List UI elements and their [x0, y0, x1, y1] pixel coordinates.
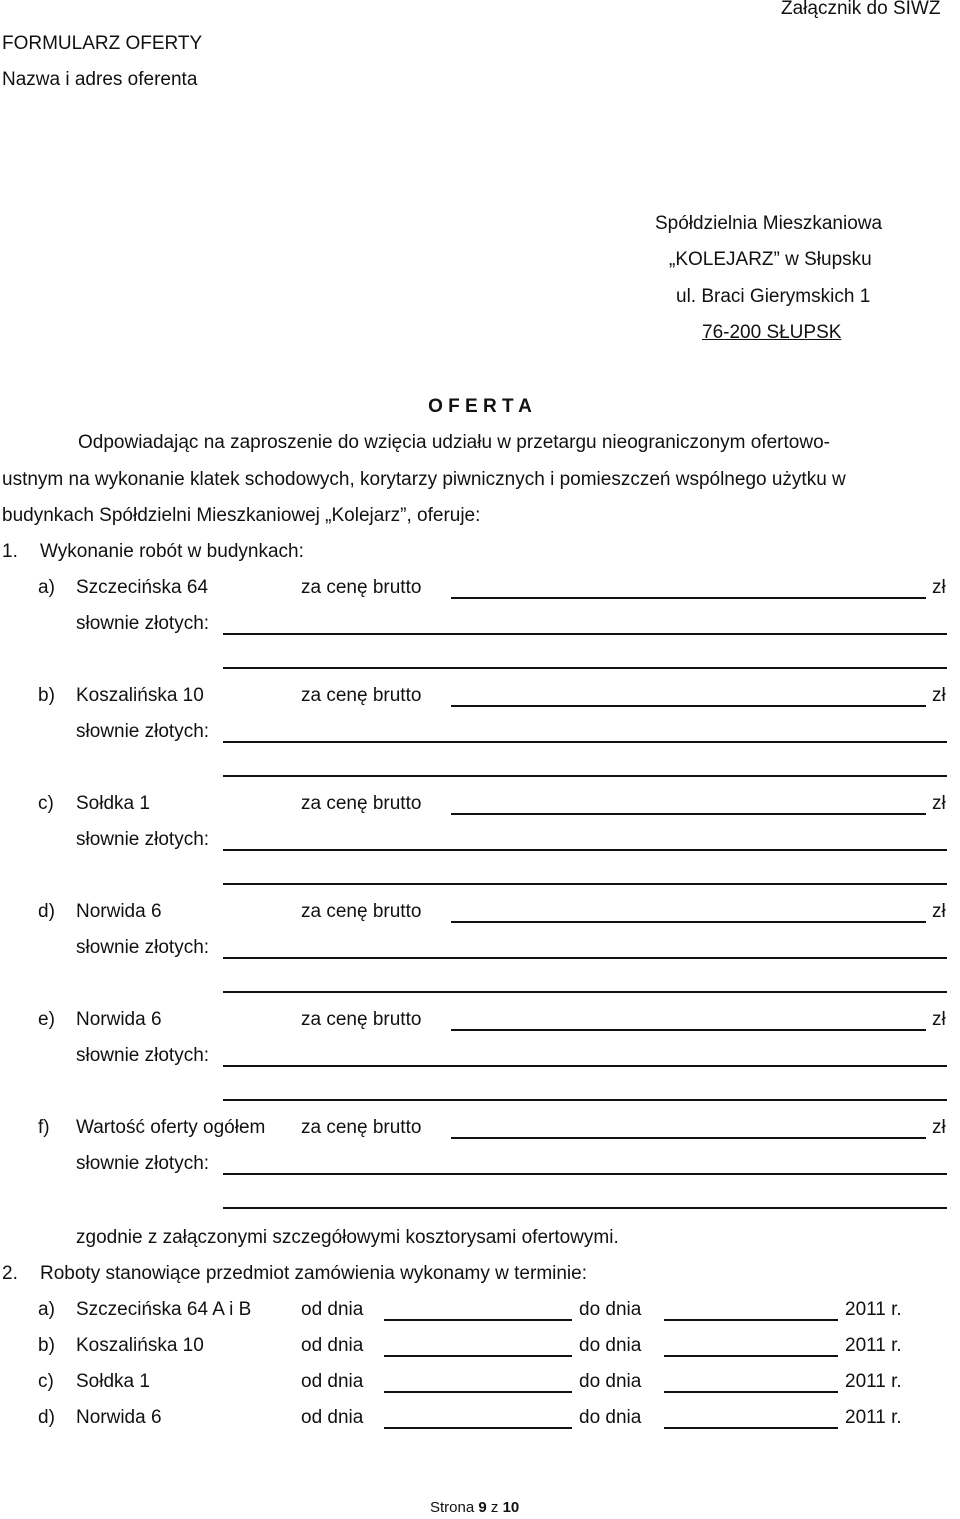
item-words-label: słownie złotych:	[76, 829, 210, 850]
schedule-from-label: od dnia	[301, 1407, 364, 1428]
schedule-year: 2011 r.	[845, 1335, 902, 1356]
to-date-input-line[interactable]	[664, 1427, 838, 1429]
section-2-number: 2.	[2, 1263, 18, 1284]
recipient-line-1: Spółdzielnia Mieszkaniowa	[655, 213, 883, 234]
item-currency: zł	[932, 685, 946, 706]
from-date-input-line[interactable]	[384, 1391, 572, 1393]
schedule-letter: b)	[38, 1335, 55, 1356]
to-date-input-line[interactable]	[664, 1391, 838, 1393]
item-words-label: słownie złotych:	[76, 1045, 210, 1066]
words-input-line[interactable]	[223, 849, 947, 851]
words-input-line-2[interactable]	[223, 883, 947, 885]
schedule-to-label: do dnia	[579, 1299, 642, 1320]
item-letter: e)	[38, 1009, 55, 1030]
words-input-line-2[interactable]	[223, 1207, 947, 1209]
to-date-input-line[interactable]	[664, 1319, 838, 1321]
item-letter: a)	[38, 577, 55, 598]
words-input-line[interactable]	[223, 741, 947, 743]
price-input-line[interactable]	[451, 813, 926, 815]
schedule-to-label: do dnia	[579, 1335, 642, 1356]
schedule-year: 2011 r.	[845, 1407, 902, 1428]
section-1-title: Wykonanie robót w budynkach:	[40, 541, 304, 562]
item-building-name: Koszalińska 10	[76, 685, 204, 706]
intro-line-3: budynkach Spółdzielni Mieszkaniowej „Kolejarz”, oferuje:	[2, 505, 481, 526]
item-words-label: słownie złotych:	[76, 1153, 210, 1174]
item-price-label: za cenę brutto	[301, 901, 422, 922]
offer-title: O F E R T A	[428, 396, 532, 417]
words-input-line[interactable]	[223, 1065, 947, 1067]
recipient-line-4: 76-200 SŁUPSK	[702, 322, 842, 343]
page-label: Strona	[430, 1499, 475, 1516]
form-title: FORMULARZ OFERTY	[2, 33, 203, 54]
item-letter: f)	[38, 1117, 50, 1138]
attachment-label: Załącznik do SIWZ	[781, 0, 941, 19]
words-input-line[interactable]	[223, 957, 947, 959]
recipient-line-3: ul. Braci Gierymskich 1	[676, 286, 871, 307]
item-words-label: słownie złotych:	[76, 937, 210, 958]
item-words-label: słownie złotych:	[76, 721, 210, 742]
schedule-letter: d)	[38, 1407, 55, 1428]
item-building-name: Norwida 6	[76, 1009, 162, 1030]
words-input-line-2[interactable]	[223, 991, 947, 993]
item-price-label: za cenę brutto	[301, 793, 422, 814]
section-2-title: Roboty stanowiące przedmiot zamówienia wykonamy w terminie:	[40, 1263, 588, 1284]
schedule-letter: c)	[38, 1371, 54, 1392]
item-letter: c)	[38, 793, 54, 814]
schedule-year: 2011 r.	[845, 1299, 902, 1320]
price-input-line[interactable]	[451, 597, 926, 599]
from-date-input-line[interactable]	[384, 1319, 572, 1321]
words-input-line-2[interactable]	[223, 667, 947, 669]
intro-line-1: Odpowiadając na zaproszenie do wzięcia udziału w przetargu nieograniczonym ofertowo-	[78, 432, 830, 453]
schedule-from-label: od dnia	[301, 1299, 364, 1320]
intro-line-2: ustnym na wykonanie klatek schodowych, korytarzy piwnicznych i pomieszczeń wspólnego użytku w	[2, 469, 846, 490]
from-date-input-line[interactable]	[384, 1427, 572, 1429]
item-building-name: Szczecińska 64	[76, 577, 209, 598]
price-input-line[interactable]	[451, 705, 926, 707]
item-price-label: za cenę brutto	[301, 685, 422, 706]
schedule-letter: a)	[38, 1299, 55, 1320]
words-input-line[interactable]	[223, 1173, 947, 1175]
item-price-label: za cenę brutto	[301, 1117, 422, 1138]
section-1-number: 1.	[2, 541, 18, 562]
page-of-label: z	[490, 1499, 499, 1516]
bidder-label: Nazwa i adres oferenta	[2, 69, 198, 90]
words-input-line-2[interactable]	[223, 1099, 947, 1101]
item-currency: zł	[932, 577, 946, 598]
schedule-to-label: do dnia	[579, 1407, 642, 1428]
item-building-name: Norwida 6	[76, 901, 162, 922]
item-currency: zł	[932, 793, 946, 814]
page-current: 9	[478, 1499, 487, 1516]
schedule-from-label: od dnia	[301, 1335, 364, 1356]
to-date-input-line[interactable]	[664, 1355, 838, 1357]
item-words-label: słownie złotych:	[76, 613, 210, 634]
item-letter: b)	[38, 685, 55, 706]
schedule-building-name: Sołdka 1	[76, 1371, 150, 1392]
words-input-line-2[interactable]	[223, 775, 947, 777]
schedule-from-label: od dnia	[301, 1371, 364, 1392]
item-price-label: za cenę brutto	[301, 577, 422, 598]
page-footer	[430, 1497, 519, 1519]
item-currency: zł	[932, 1117, 946, 1138]
item-currency: zł	[932, 901, 946, 922]
item-letter: d)	[38, 901, 55, 922]
closing-text: zgodnie z załączonymi szczegółowymi kosztorysami ofertowymi.	[76, 1227, 619, 1248]
price-input-line[interactable]	[451, 1029, 926, 1031]
page-total: 10	[502, 1499, 520, 1516]
schedule-to-label: do dnia	[579, 1371, 642, 1392]
price-input-line[interactable]	[451, 921, 926, 923]
schedule-building-name: Szczecińska 64 A i B	[76, 1299, 252, 1320]
schedule-building-name: Norwida 6	[76, 1407, 162, 1428]
schedule-year: 2011 r.	[845, 1371, 902, 1392]
item-building-name: Wartość oferty ogółem	[76, 1117, 266, 1138]
words-input-line[interactable]	[223, 633, 947, 635]
recipient-line-2: „KOLEJARZ” w Słupsku	[669, 249, 872, 270]
from-date-input-line[interactable]	[384, 1355, 572, 1357]
schedule-building-name: Koszalińska 10	[76, 1335, 204, 1356]
item-price-label: za cenę brutto	[301, 1009, 422, 1030]
item-building-name: Sołdka 1	[76, 793, 150, 814]
price-input-line[interactable]	[451, 1137, 926, 1139]
item-currency: zł	[932, 1009, 946, 1030]
